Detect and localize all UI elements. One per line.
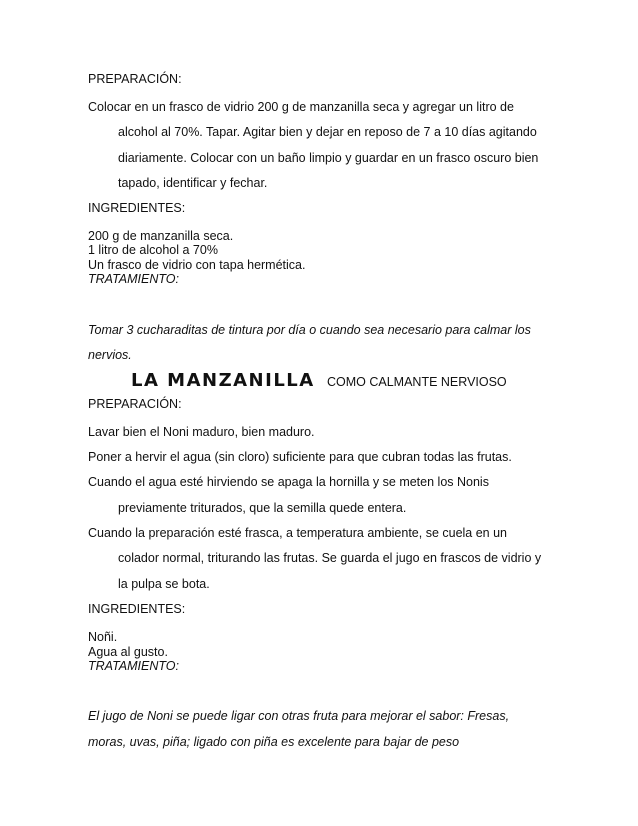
ingredient-item: 200 g de manzanilla seca.: [88, 229, 234, 243]
treatment-heading: TRATAMIENTO:: [88, 659, 179, 673]
preparation-line: Colocar en un frasco de vidrio 200 g de manzanilla seca y agregar un litro de: [88, 100, 514, 114]
ingredients-heading: INGREDIENTES:: [88, 602, 186, 616]
treatment-line: Tomar 3 cucharaditas de tintura por día o cuando sea necesario para calmar los: [88, 323, 531, 337]
preparation-line: Cuando el agua esté hirviendo se apaga la hornilla y se meten los Nonis: [88, 475, 489, 489]
treatment-heading: TRATAMIENTO:: [88, 272, 179, 286]
section-title: LA MANZANILLA: [131, 370, 315, 391]
ingredient-item: Un frasco de vidrio con tapa hermética.: [88, 258, 306, 272]
ingredient-item: Noñi.: [88, 630, 118, 644]
preparation-line: Poner a hervir el agua (sin cloro) suficiente para que cubran todas las frutas.: [88, 450, 512, 464]
treatment-line: nervios.: [88, 348, 132, 362]
preparation-line: Lavar bien el Noni maduro, bien maduro.: [88, 425, 315, 439]
ingredient-item: Agua al gusto.: [88, 645, 168, 659]
ingredients-heading: INGREDIENTES:: [88, 201, 186, 215]
preparation-line: alcohol al 70%. Tapar. Agitar bien y dejar en reposo de 7 a 10 días agitando: [118, 125, 537, 139]
preparation-line: previamente triturados, que la semilla quede entera.: [118, 501, 407, 515]
preparation-line: Cuando la preparación esté frasca, a temperatura ambiente, se cuela en un: [88, 526, 508, 540]
treatment-line: moras, uvas, piña; ligado con piña es excelente para bajar de peso: [88, 735, 460, 749]
treatment-line: El jugo de Noni se puede ligar con otras fruta para mejorar el sabor: Fresas,: [88, 709, 510, 723]
section-subtitle: COMO CALMANTE NERVIOSO: [327, 375, 507, 389]
preparation-heading: PREPARACIÓN:: [88, 72, 182, 86]
ingredient-item: 1 litro de alcohol a 70%: [88, 243, 218, 257]
preparation-heading: PREPARACIÓN:: [88, 397, 182, 411]
preparation-line: colador normal, triturando las frutas. Se guarda el jugo en frascos de vidrio y: [118, 551, 542, 565]
preparation-line: la pulpa se bota.: [118, 577, 210, 591]
preparation-line: diariamente. Colocar con un baño limpio y guardar en un frasco oscuro bien: [118, 151, 539, 165]
preparation-line: tapado, identificar y fechar.: [118, 176, 268, 190]
